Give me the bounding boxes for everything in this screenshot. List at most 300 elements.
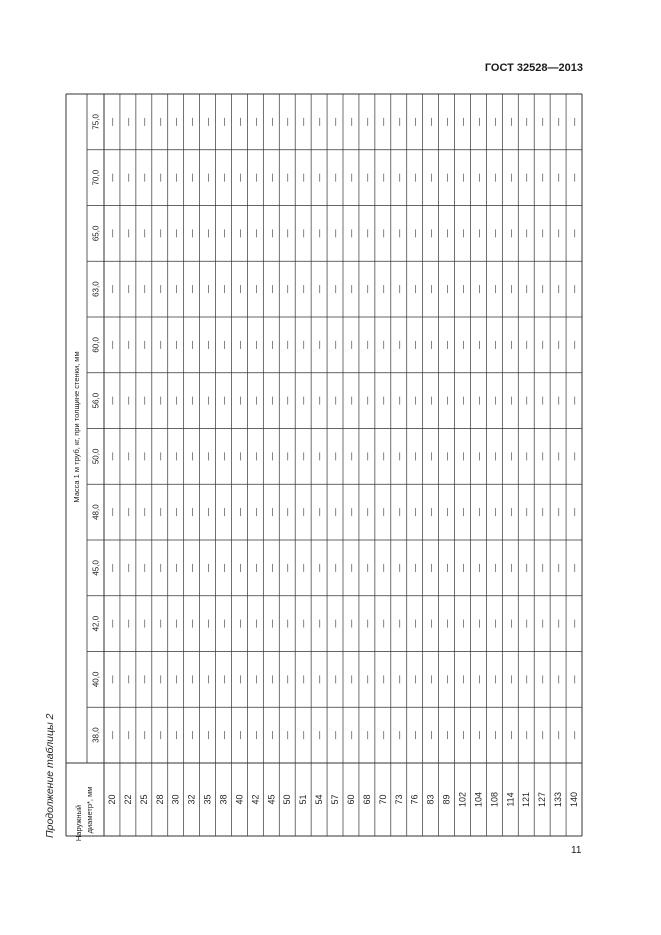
empty-cell: — [235, 731, 245, 740]
empty-cell: — [554, 731, 564, 740]
empty-cell: — [538, 731, 548, 740]
empty-cell: — [554, 508, 564, 517]
empty-cell: — [267, 675, 277, 684]
empty-cell: — [362, 173, 372, 182]
empty-cell: — [123, 452, 133, 461]
empty-cell: — [315, 285, 325, 294]
table-grid [66, 94, 582, 836]
empty-cell: — [187, 229, 197, 238]
empty-cell: — [331, 340, 341, 349]
empty-cell: — [219, 173, 229, 182]
empty-cell: — [139, 173, 149, 182]
empty-cell: — [490, 173, 500, 182]
empty-cell: — [267, 452, 277, 461]
empty-cell: — [394, 229, 404, 238]
empty-cell: — [107, 452, 117, 461]
empty-cell: — [426, 452, 436, 461]
empty-cell: — [235, 452, 245, 461]
empty-cell: — [251, 340, 261, 349]
empty-cell: — [299, 117, 309, 126]
empty-cell: — [155, 563, 165, 572]
diameter-label: 104 [473, 791, 484, 808]
empty-cell: — [474, 508, 484, 517]
empty-cell: — [490, 452, 500, 461]
diameter-label: 57 [330, 794, 341, 805]
diameter-label: 68 [361, 794, 372, 805]
empty-cell: — [442, 396, 452, 405]
empty-cell: — [187, 508, 197, 517]
empty-cell: — [123, 619, 133, 628]
empty-cell: — [267, 619, 277, 628]
empty-cell: — [107, 117, 117, 126]
empty-cell: — [123, 508, 133, 517]
empty-cell: — [538, 173, 548, 182]
empty-cell: — [458, 173, 468, 182]
empty-cell: — [171, 619, 181, 628]
empty-cell: — [187, 117, 197, 126]
empty-cell: — [267, 117, 277, 126]
empty-cell: — [139, 508, 149, 517]
thickness-label: 75,0 [91, 114, 101, 130]
empty-cell: — [283, 731, 293, 740]
empty-cell: — [107, 731, 117, 740]
empty-cell: — [378, 675, 388, 684]
empty-cell: — [219, 731, 229, 740]
empty-cell: — [474, 563, 484, 572]
empty-cell: — [283, 340, 293, 349]
empty-cell: — [442, 173, 452, 182]
empty-cell: — [283, 619, 293, 628]
empty-cell: — [299, 452, 309, 461]
empty-cell: — [378, 173, 388, 182]
empty-cell: — [187, 675, 197, 684]
empty-cell: — [315, 340, 325, 349]
empty-cell: — [251, 396, 261, 405]
empty-cell: — [331, 452, 341, 461]
empty-cell: — [107, 340, 117, 349]
empty-cell: — [490, 229, 500, 238]
empty-cell: — [506, 508, 516, 517]
empty-cell: — [554, 340, 564, 349]
thickness-label: 65,0 [91, 225, 101, 242]
empty-cell: — [219, 619, 229, 628]
empty-cell: — [203, 563, 213, 572]
empty-cell: — [410, 619, 420, 628]
empty-cell: — [171, 563, 181, 572]
thickness-label: 63,0 [91, 281, 101, 297]
empty-cell: — [203, 675, 213, 684]
empty-cell: — [155, 619, 165, 628]
empty-cell: — [394, 563, 404, 572]
empty-cell: — [299, 619, 309, 628]
diameter-label: 50 [282, 794, 293, 805]
empty-cell: — [251, 731, 261, 740]
empty-cell: — [283, 452, 293, 461]
thickness-label: 45,0 [91, 560, 101, 576]
empty-cell: — [235, 285, 245, 294]
empty-cell: — [554, 675, 564, 684]
empty-cell: — [235, 173, 245, 182]
empty-cell: — [522, 340, 532, 349]
empty-cell: — [506, 619, 516, 628]
empty-cell: — [570, 675, 580, 684]
empty-cell: — [362, 396, 372, 405]
empty-cell: — [570, 619, 580, 628]
table-body [92, 114, 580, 807]
empty-cell: — [474, 675, 484, 684]
empty-cell: — [219, 452, 229, 461]
empty-cell: — [299, 340, 309, 349]
empty-cell: — [346, 675, 356, 684]
empty-cell: — [123, 675, 133, 684]
empty-cell: — [299, 173, 309, 182]
empty-cell: — [283, 285, 293, 294]
empty-cell: — [346, 619, 356, 628]
empty-cell: — [107, 173, 117, 182]
empty-cell: — [155, 675, 165, 684]
empty-cell: — [490, 117, 500, 126]
empty-cell: — [251, 508, 261, 517]
empty-cell: — [346, 285, 356, 294]
empty-cell: — [474, 396, 484, 405]
empty-cell: — [107, 508, 117, 517]
empty-cell: — [442, 563, 452, 572]
empty-cell: — [538, 340, 548, 349]
thickness-label: 60,0 [91, 337, 101, 353]
empty-cell: — [346, 396, 356, 405]
empty-cell: — [410, 285, 420, 294]
empty-cell: — [378, 285, 388, 294]
empty-cell: — [410, 675, 420, 684]
diameter-header-line1: Наружный [74, 804, 83, 842]
empty-cell: — [299, 285, 309, 294]
empty-cell: — [474, 117, 484, 126]
empty-cell: — [283, 396, 293, 405]
empty-cell: — [522, 452, 532, 461]
empty-cell: — [346, 452, 356, 461]
empty-cell: — [522, 619, 532, 628]
empty-cell: — [426, 173, 436, 182]
empty-cell: — [506, 285, 516, 294]
diameter-label: 108 [489, 791, 500, 808]
empty-cell: — [378, 396, 388, 405]
diameter-label: 89 [441, 794, 452, 805]
empty-cell: — [554, 285, 564, 294]
empty-cell: — [139, 340, 149, 349]
empty-cell: — [107, 229, 117, 238]
empty-cell: — [458, 117, 468, 126]
empty-cell: — [315, 396, 325, 405]
empty-cell: — [394, 619, 404, 628]
empty-cell: — [394, 340, 404, 349]
empty-cell: — [426, 619, 436, 628]
empty-cell: — [474, 619, 484, 628]
empty-cell: — [346, 563, 356, 572]
empty-cell: — [299, 229, 309, 238]
empty-cell: — [235, 396, 245, 405]
empty-cell: — [570, 508, 580, 517]
empty-cell: — [458, 731, 468, 740]
empty-cell: — [362, 452, 372, 461]
empty-cell: — [490, 675, 500, 684]
empty-cell: — [474, 452, 484, 461]
diameter-label: 121 [521, 791, 532, 808]
empty-cell: — [219, 563, 229, 572]
empty-cell: — [362, 229, 372, 238]
empty-cell: — [123, 340, 133, 349]
empty-cell: — [522, 731, 532, 740]
empty-cell: — [538, 563, 548, 572]
empty-cell: — [426, 285, 436, 294]
empty-cell: — [458, 563, 468, 572]
empty-cell: — [474, 731, 484, 740]
empty-cell: — [203, 340, 213, 349]
empty-cell: — [522, 173, 532, 182]
diameter-label: 30 [170, 794, 181, 805]
empty-cell: — [426, 340, 436, 349]
empty-cell: — [538, 675, 548, 684]
empty-cell: — [410, 563, 420, 572]
empty-cell: — [267, 508, 277, 517]
empty-cell: — [394, 675, 404, 684]
empty-cell: — [299, 675, 309, 684]
empty-cell: — [490, 731, 500, 740]
empty-cell: — [570, 173, 580, 182]
empty-cell: — [171, 731, 181, 740]
diameter-label: 73 [393, 794, 404, 805]
empty-cell: — [362, 731, 372, 740]
empty-cell: — [155, 117, 165, 126]
empty-cell: — [410, 731, 420, 740]
document-code: ГОСТ 32528—2013 [484, 62, 583, 74]
diameter-label: 127 [537, 791, 548, 808]
empty-cell: — [123, 563, 133, 572]
empty-cell: — [155, 173, 165, 182]
empty-cell: — [394, 396, 404, 405]
empty-cell: — [331, 508, 341, 517]
empty-cell: — [410, 117, 420, 126]
empty-cell: — [123, 229, 133, 238]
empty-cell: — [187, 731, 197, 740]
empty-cell: — [107, 563, 117, 572]
empty-cell: — [394, 285, 404, 294]
diameter-label: 51 [298, 794, 309, 805]
empty-cell: — [570, 340, 580, 349]
empty-cell: — [187, 173, 197, 182]
empty-cell: — [315, 173, 325, 182]
empty-cell: — [362, 285, 372, 294]
empty-cell: — [251, 619, 261, 628]
empty-cell: — [394, 508, 404, 517]
empty-cell: — [331, 675, 341, 684]
empty-cell: — [506, 173, 516, 182]
diameter-label: 25 [138, 794, 149, 805]
diameter-label: 28 [154, 794, 165, 805]
empty-cell: — [155, 285, 165, 294]
empty-cell: — [506, 340, 516, 349]
empty-cell: — [331, 285, 341, 294]
empty-cell: — [235, 229, 245, 238]
empty-cell: — [378, 619, 388, 628]
empty-cell: — [331, 563, 341, 572]
empty-cell: — [315, 452, 325, 461]
empty-cell: — [522, 117, 532, 126]
empty-cell: — [171, 508, 181, 517]
empty-cell: — [331, 173, 341, 182]
empty-cell: — [139, 731, 149, 740]
empty-cell: — [123, 285, 133, 294]
empty-cell: — [474, 285, 484, 294]
empty-cell: — [155, 731, 165, 740]
diameter-label: 133 [553, 791, 564, 808]
empty-cell: — [426, 731, 436, 740]
diameter-label: 114 [505, 792, 516, 807]
empty-cell: — [123, 173, 133, 182]
empty-cell: — [346, 117, 356, 126]
empty-cell: — [171, 229, 181, 238]
thickness-label: 38,0 [91, 727, 101, 743]
empty-cell: — [187, 563, 197, 572]
empty-cell: — [362, 563, 372, 572]
empty-cell: — [171, 117, 181, 126]
empty-cell: — [538, 117, 548, 126]
empty-cell: — [219, 675, 229, 684]
empty-cell: — [251, 173, 261, 182]
empty-cell: — [107, 396, 117, 405]
thickness-label: 48,0 [91, 504, 101, 520]
diameter-label: 22 [122, 794, 133, 805]
empty-cell: — [251, 675, 261, 684]
empty-cell: — [187, 452, 197, 461]
empty-cell: — [219, 285, 229, 294]
empty-cell: — [267, 285, 277, 294]
empty-cell: — [219, 396, 229, 405]
empty-cell: — [219, 117, 229, 126]
empty-cell: — [155, 396, 165, 405]
diameter-label: 42 [250, 794, 261, 805]
empty-cell: — [203, 229, 213, 238]
empty-cell: — [554, 229, 564, 238]
empty-cell: — [458, 508, 468, 517]
empty-cell: — [458, 452, 468, 461]
thickness-label: 56,0 [91, 392, 101, 409]
empty-cell: — [315, 675, 325, 684]
empty-cell: — [299, 508, 309, 517]
empty-cell: — [458, 619, 468, 628]
empty-cell: — [139, 396, 149, 405]
empty-cell: — [346, 173, 356, 182]
empty-cell: — [235, 117, 245, 126]
empty-cell: — [267, 563, 277, 572]
empty-cell: — [155, 340, 165, 349]
empty-cell: — [315, 731, 325, 740]
empty-cell: — [538, 396, 548, 405]
empty-cell: — [410, 229, 420, 238]
empty-cell: — [506, 229, 516, 238]
empty-cell: — [506, 563, 516, 572]
empty-cell: — [315, 619, 325, 628]
thickness-label: 40,0 [91, 671, 101, 688]
empty-cell: — [251, 452, 261, 461]
empty-cell: — [426, 396, 436, 405]
empty-cell: — [490, 340, 500, 349]
empty-cell: — [362, 117, 372, 126]
empty-cell: — [538, 285, 548, 294]
empty-cell: — [426, 229, 436, 238]
empty-cell: — [474, 229, 484, 238]
empty-cell: — [346, 229, 356, 238]
diameter-label: 32 [186, 794, 197, 805]
empty-cell: — [506, 396, 516, 405]
empty-cell: — [378, 340, 388, 349]
empty-cell: — [155, 452, 165, 461]
empty-cell: — [490, 508, 500, 517]
empty-cell: — [299, 731, 309, 740]
empty-cell: — [251, 563, 261, 572]
empty-cell: — [378, 508, 388, 517]
diameter-label: 60 [345, 794, 356, 805]
empty-cell: — [267, 731, 277, 740]
table-caption: Продолжение таблицы 2 [44, 713, 56, 838]
empty-cell: — [522, 229, 532, 238]
empty-cell: — [442, 619, 452, 628]
empty-cell: — [506, 731, 516, 740]
empty-cell: — [331, 619, 341, 628]
empty-cell: — [267, 173, 277, 182]
empty-cell: — [362, 340, 372, 349]
empty-cell: — [187, 619, 197, 628]
diameter-label: 83 [425, 794, 436, 805]
empty-cell: — [442, 285, 452, 294]
empty-cell: — [554, 396, 564, 405]
empty-cell: — [331, 396, 341, 405]
empty-cell: — [123, 731, 133, 740]
empty-cell: — [251, 229, 261, 238]
diameter-label: 140 [569, 791, 580, 808]
diameter-header-line2: диаметр*, мм [85, 786, 94, 834]
empty-cell: — [570, 731, 580, 740]
empty-cell: — [522, 563, 532, 572]
empty-cell: — [378, 452, 388, 461]
diameter-label: 35 [202, 794, 213, 805]
empty-cell: — [362, 675, 372, 684]
empty-cell: — [442, 340, 452, 349]
empty-cell: — [203, 452, 213, 461]
empty-cell: — [331, 731, 341, 740]
diameter-label: 102 [457, 791, 468, 808]
empty-cell: — [570, 285, 580, 294]
empty-cell: — [155, 508, 165, 517]
empty-cell: — [394, 117, 404, 126]
empty-cell: — [315, 229, 325, 238]
empty-cell: — [203, 396, 213, 405]
empty-cell: — [410, 396, 420, 405]
empty-cell: — [570, 229, 580, 238]
empty-cell: — [283, 173, 293, 182]
empty-cell: — [506, 117, 516, 126]
empty-cell: — [554, 563, 564, 572]
empty-cell: — [219, 340, 229, 349]
empty-cell: — [235, 563, 245, 572]
empty-cell: — [362, 508, 372, 517]
empty-cell: — [506, 452, 516, 461]
empty-cell: — [554, 452, 564, 461]
empty-cell: — [235, 675, 245, 684]
empty-cell: — [267, 229, 277, 238]
empty-cell: — [203, 508, 213, 517]
empty-cell: — [283, 117, 293, 126]
empty-cell: — [267, 396, 277, 405]
